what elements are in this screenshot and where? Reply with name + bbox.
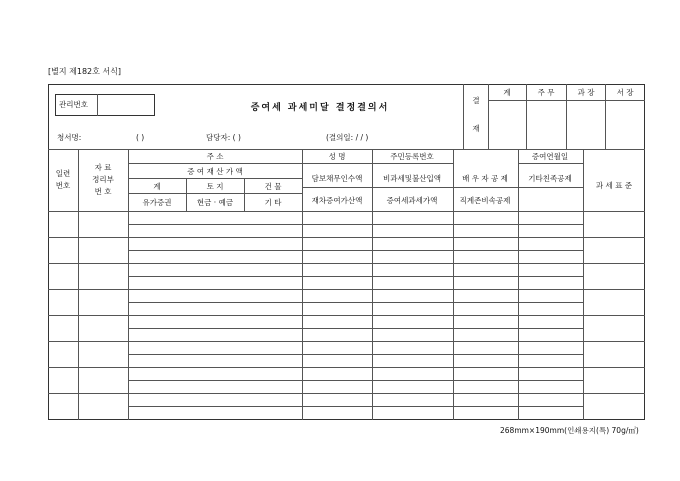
col-resident-no: 주민등록번호	[390, 152, 434, 161]
col-gift-date: 증여연월일	[531, 152, 569, 161]
row-line	[48, 341, 645, 342]
col-sub-other: 기 타	[264, 198, 282, 207]
col-sub-building: 건 물	[264, 182, 282, 191]
form-id: [별지 제182호 서식]	[48, 67, 121, 76]
approval-divider	[488, 84, 489, 149]
row-mid-line	[128, 354, 583, 355]
col-other-relative: 기타친족공제	[528, 174, 572, 183]
row-mid-line	[128, 302, 583, 303]
mgmt-divider	[97, 94, 98, 116]
row-mid-line	[128, 380, 583, 381]
row-mid-line	[128, 250, 583, 251]
row-line	[48, 393, 645, 394]
decision-date-field[interactable]: (결의일: / / )	[326, 133, 369, 142]
col-sub-total: 계	[153, 182, 161, 191]
col-ref-3: 번 호	[94, 187, 112, 196]
row-line	[48, 289, 645, 290]
col-ref-1: 자 료	[94, 163, 112, 172]
row-line	[48, 263, 645, 264]
officer-field[interactable]: 담당자: ( )	[206, 133, 241, 142]
header-bottom	[48, 211, 645, 212]
col-tax-base: 과 세 표 준	[595, 181, 633, 190]
col-spouse-deduction: 배 우 자 공 제	[462, 174, 508, 183]
office-field[interactable]: ( )	[136, 133, 145, 142]
approval-label-1: 결	[472, 96, 480, 105]
approval-role-section-chief: 과 장	[577, 88, 595, 97]
row-line	[48, 237, 645, 238]
col-sub-land: 토 지	[206, 182, 224, 191]
row-line	[48, 315, 645, 316]
col-sub-cash: 현금 · 예금	[196, 198, 234, 207]
paper-spec: 268mm×190mm(인쇄용지(특) 70g/㎡)	[500, 426, 639, 435]
col-secured-debt: 담보채무인수액	[311, 174, 363, 183]
col-serial-2: 번호	[55, 181, 71, 190]
approval-role-manager: 주 무	[537, 88, 555, 97]
table-top	[48, 149, 645, 150]
form-title: 증여세 과세미달 결정결의서	[250, 103, 390, 113]
col-sub-securities: 유가증권	[142, 198, 172, 207]
col-serial-1: 일련	[55, 169, 71, 178]
col-gift-property: 증 여 재 산 가 액	[187, 167, 243, 176]
row-mid-line	[128, 224, 583, 225]
row-mid-line	[128, 276, 583, 277]
approval-role-director: 서 장	[616, 88, 634, 97]
row-mid-line	[128, 406, 583, 407]
mgmt-no-label: 관리번호	[59, 100, 88, 109]
col-re-gift: 재차증여가산액	[311, 196, 363, 205]
col-address: 주 소	[206, 152, 224, 161]
col-nontaxable: 비과세및불산입액	[383, 174, 441, 183]
col-taxable-value: 증여세과세가액	[386, 196, 438, 205]
approval-label-2: 재	[472, 124, 480, 133]
office-label: 청서명:	[57, 133, 82, 142]
col-name: 성 명	[328, 152, 346, 161]
row-mid-line	[128, 328, 583, 329]
col-ref-2: 정리부	[92, 175, 114, 184]
approval-left-border	[463, 84, 464, 149]
col-lineal-deduction: 직계존비속공제	[459, 196, 511, 205]
row-line	[48, 367, 645, 368]
approval-role-clerk: 계	[503, 88, 511, 97]
